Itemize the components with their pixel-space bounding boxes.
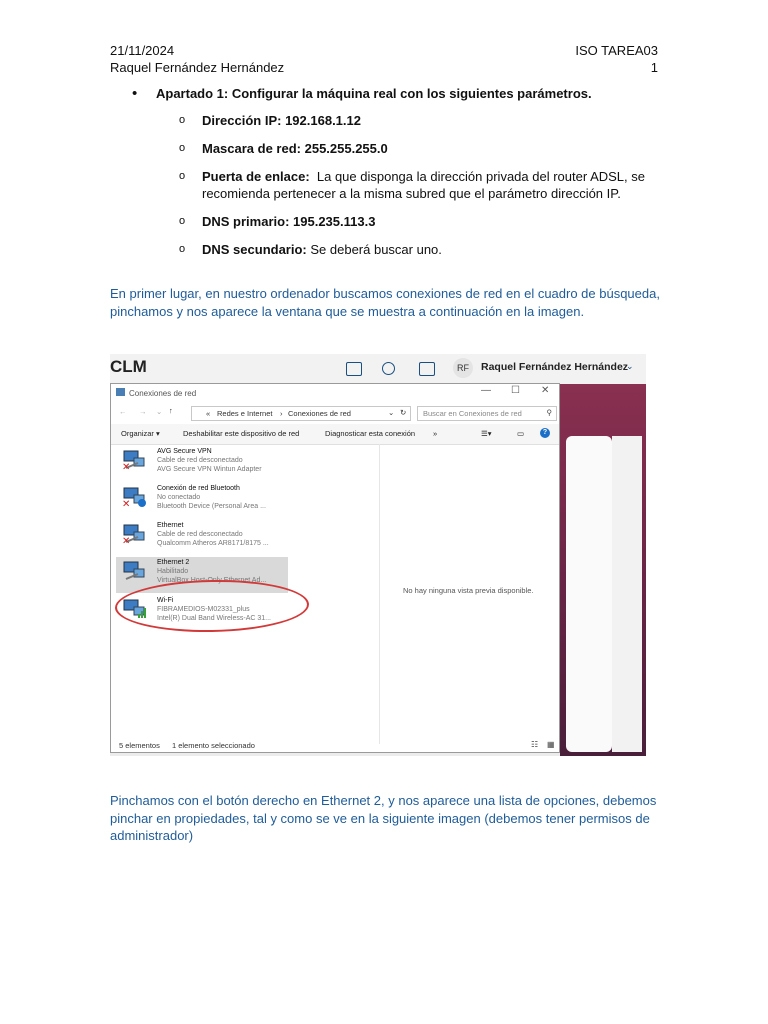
- list-item-avg-vpn[interactable]: [116, 446, 288, 482]
- connection-status: FIBRAMEDIOS-M02331_plus: [157, 606, 250, 613]
- network-adapter-icon: [122, 487, 146, 507]
- param-gateway-label: Puerta de enlace:: [202, 169, 310, 184]
- param-ip-label: Dirección IP: 192.168.1.12: [202, 113, 361, 128]
- connection-name: Conexión de red Bluetooth: [157, 485, 240, 492]
- breadcrumb-redes[interactable]: Redes e Internet: [217, 409, 273, 418]
- status-count: 5 elementos: [119, 741, 160, 750]
- monitor-icon: [346, 362, 362, 376]
- param-dns1: [110, 213, 658, 230]
- organize-button[interactable]: Organizar ▾: [121, 429, 160, 438]
- section-list: [110, 86, 658, 258]
- param-gateway-text: La que disponga la dirección privada del router ADSL, se recomienda pertenecer a la misma subred que el parámetro dirección IP.: [202, 169, 649, 201]
- window-titlebar: [111, 384, 559, 404]
- param-list: [110, 112, 658, 258]
- view-options-icon[interactable]: ☰▾: [481, 429, 492, 438]
- background-panel-2: [612, 436, 642, 752]
- param-dns2: [110, 241, 658, 258]
- refresh-icon[interactable]: ↻: [400, 408, 407, 417]
- connection-status: No conectado: [157, 494, 201, 501]
- help-icon[interactable]: ?: [540, 428, 550, 438]
- network-connections-screenshot: [110, 354, 646, 756]
- large-icons-view-icon[interactable]: ▦: [547, 740, 555, 749]
- search-placeholder: Buscar en Conexiones de red: [423, 409, 522, 418]
- chevron-down-icon: ⌄: [626, 361, 634, 371]
- connection-device: Qualcomm Atheros AR8171/8175 ...: [157, 540, 269, 547]
- apps-icon: [382, 362, 395, 375]
- connection-status: Habilitado: [157, 568, 189, 575]
- recent-icon[interactable]: ⌄: [156, 407, 163, 416]
- disable-device-button[interactable]: Deshabilitar este dispositivo de red: [183, 429, 300, 438]
- search-input[interactable]: [417, 406, 557, 421]
- minimize-button[interactable]: —: [481, 385, 491, 396]
- list-item-bluetooth[interactable]: [116, 483, 288, 519]
- connection-name: AVG Secure VPN: [157, 448, 212, 455]
- avatar: RF: [453, 358, 473, 378]
- maximize-button[interactable]: ☐: [511, 385, 520, 396]
- network-adapter-icon: [122, 524, 146, 544]
- network-adapter-icon: [122, 561, 146, 581]
- details-view-icon[interactable]: ☷: [531, 740, 539, 749]
- window-title: Conexiones de red: [129, 389, 197, 398]
- more-commands-button[interactable]: »: [433, 429, 438, 438]
- network-icon: [116, 388, 125, 396]
- close-button[interactable]: ✕: [541, 385, 550, 396]
- connection-name: Ethernet: [157, 522, 184, 529]
- header-doc-code: ISO TAREA03: [575, 43, 658, 58]
- param-mask: [110, 140, 658, 157]
- paragraph-1: En primer lugar, en nuestro ordenador buscamos conexiones de red en el cuadro de búsqueda, pinchamos y nos aparece la ventana que se muestra a continuación en la imagen.: [110, 286, 660, 319]
- param-gateway: [110, 168, 658, 202]
- pane-divider: [379, 444, 380, 744]
- param-mask-label: Mascara de red: 255.255.255.0: [202, 141, 388, 156]
- back-icon[interactable]: ←: [119, 407, 127, 416]
- header-page: 1: [650, 60, 658, 75]
- connection-device: Bluetooth Device (Personal Area ...: [157, 503, 266, 510]
- connection-name: Wi-Fi: [157, 597, 174, 604]
- connection-name: Ethernet 2: [157, 559, 190, 566]
- param-ip: [110, 112, 658, 129]
- svg-text:✕: ✕: [122, 499, 131, 507]
- address-input[interactable]: [191, 406, 411, 421]
- header-date: 21/11/2024: [110, 43, 175, 58]
- user-name: Raquel Fernández Hernández: [481, 361, 629, 373]
- paragraph-2: Pinchamos con el botón derecho en Ethernet 2, y nos aparece una lista de opciones, debemos pinchar en propiedades, tal y como se ve en la siguiente imagen (debemos tener permisos de administrador): [110, 793, 657, 843]
- top-bar: [110, 354, 646, 384]
- logo: CLM: [110, 357, 147, 376]
- svg-text:✕: ✕: [122, 536, 131, 544]
- connection-device: AVG Secure VPN Wintun Adapter: [157, 466, 262, 473]
- background-panel: [566, 436, 612, 752]
- command-bar: [111, 424, 559, 445]
- chevron-down-icon[interactable]: ⌄: [388, 408, 395, 417]
- preview-pane-icon[interactable]: ▭: [517, 429, 525, 438]
- connection-status: Cable de red desconectado: [157, 457, 243, 464]
- help-icon: [419, 362, 435, 376]
- svg-text:✕: ✕: [122, 462, 131, 470]
- param-dns2-text: Se deberá buscar uno.: [306, 242, 442, 257]
- status-bar: [119, 741, 255, 750]
- preview-text: No hay ninguna vista previa disponible.: [403, 586, 534, 595]
- section-item: [110, 86, 658, 258]
- header-author: Raquel Fernández Hernández: [110, 60, 285, 75]
- param-dns1-label: DNS primario: 195.235.113.3: [202, 214, 376, 229]
- breadcrumb-sep: «: [206, 409, 211, 418]
- connection-status: Cable de red desconectado: [157, 531, 243, 538]
- search-icon[interactable]: ⚲: [546, 408, 552, 417]
- forward-icon[interactable]: →: [139, 407, 147, 416]
- breadcrumb-conexiones[interactable]: Conexiones de red: [288, 409, 351, 418]
- connection-device: Intel(R) Dual Band Wireless-AC 31...: [157, 615, 271, 622]
- param-dns2-label: DNS secundario:: [202, 242, 307, 257]
- breadcrumb-sep-2: ›: [280, 409, 283, 418]
- conexiones-window: [110, 383, 560, 753]
- diagnose-button[interactable]: Diagnosticar esta conexión: [325, 429, 416, 438]
- list-item-ethernet[interactable]: [116, 520, 288, 556]
- address-bar: [111, 404, 559, 422]
- section-title: Apartado 1: Configurar la máquina real con los siguientes parámetros.: [156, 86, 592, 101]
- status-selected: 1 elemento seleccionado: [171, 741, 255, 750]
- connection-device: VirtualBox Host-Only Ethernet Ad...: [157, 577, 267, 584]
- up-icon[interactable]: ↑: [169, 406, 173, 415]
- network-adapter-icon: [122, 450, 146, 470]
